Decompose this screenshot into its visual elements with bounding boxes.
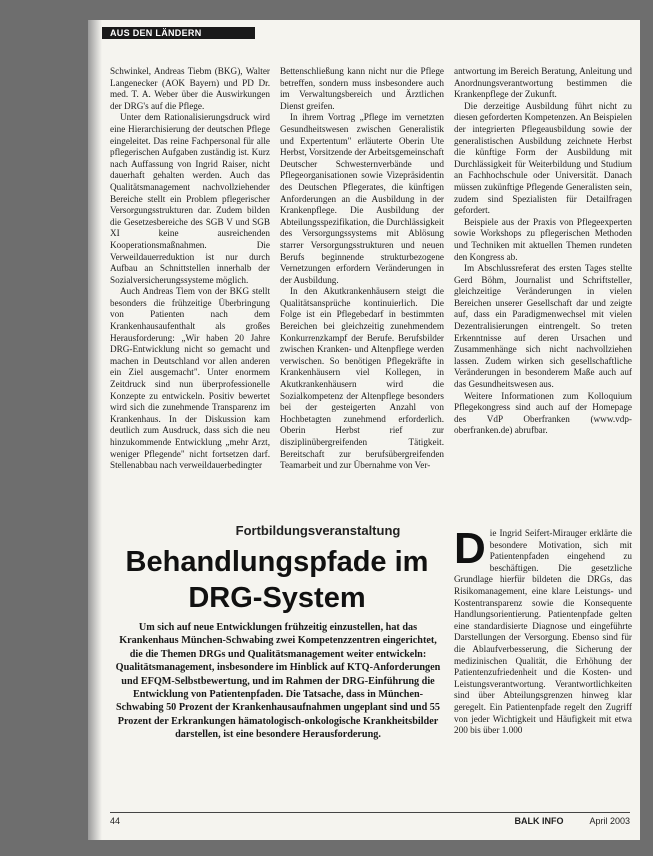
magazine-name: BALK INFO [514, 816, 564, 826]
paragraph: Schwinkel, Andreas Tiebm (BKG), Walter Langenecker (AOK Bayern) und PD Dr. med. T. A. Weber über die Auswirkungen der DRG's auf die Pflege. [110, 66, 270, 111]
paragraph: Bettenschließung kann nicht nur die Pflege betreffen, sondern muss insbesondere auch im Verwaltungsbereich und Ärztlichen Dienst greifen. [280, 66, 444, 111]
paragraph: antwortung im Bereich Beratung, Anleitung und Anordnungsverantwortung bestimmen die Krankenpflege der Zukunft. [454, 66, 632, 100]
paragraph: Beispiele aus der Praxis von Pflegeexperten sowie Workshops zu pflegerischen Methoden und Techniken mit aktuellen Themen rundeten den Kongress ab. [454, 216, 632, 262]
paragraph: Auch Andreas Tiem von der BKG stellt besonders die frühzeitige Überbringung von Patienten nach dem Krankenhausaufenthalt als großes Herausforderung: „Wir haben 20 Jahre DRG-Entwicklung nicht so gemacht und machen in Deutschland vor allen anderen ein Ziel ausgemacht". Unter enormem Zeitdruck sind nun überprofessionelle Konzepte zu entwickeln. Positiv bewertet wird sich die zunehmende Transparenz im Krankenhaus. In der Diskussion kam deutlich zum Ausdruck, dass sich die neu hinzukommende Entwicklung „mehr Arzt, weniger Pflegende" nicht fortsetzen darf. Stellenabbau nach verweildauerbedingter [110, 286, 270, 471]
article-body-text: ie Ingrid Seifert-Mirauger erklärte die besondere Motivation, sich mit Patientenpfaden eingehend zu beschäftigen. Die gesetzliche Grundlage hierfür bildeten die DRGs, das Risikomanagement, eine klare Leistungs- und Kostentransparenz sowie die Konsequente Handlungsorientierung. Patientenpfade gelten eine standardisierte Diagnose und eingeführte Darstellungen der Versorgung. Ebenso sind für die Ablaufverbesserung, die Sicherung der medizinischen Qualität, die Erhöhung der Patientenzufriedenheit und die Kosten- und Leistungsverantwortung. Verantwortlichkeiten sind über Abteilungsgrenzen hinweg klar geregelt. Ein Patientenpfade regelt den Zugriff von jeder Wichtigkeit und Häufigkeit mit etwa 200 bis über 1.000 [454, 528, 632, 736]
footer-divider [110, 812, 630, 813]
text-column-2 [280, 66, 444, 472]
headline-line: Behandlungspfade im [125, 546, 429, 578]
article-body [454, 528, 632, 810]
paragraph: Die derzeitige Ausbildung führt nicht zu diesen geforderten Kompetenzen. An Beispielen der integrierten Pflegeausbildung sowie der generalistischen Ausbildung zeichnete Herbst die künftige Form der Ausbildung mit Durchlässigkeit für Weiterbildung und Studium an Fachhochschule oder Universität. Danach müssen zukünftige Pflegende Generalisten sein, zudem sind Spezialisten für Detailfragen gefordert. [454, 100, 632, 216]
page-number: 44 [110, 816, 121, 826]
article-kicker: Fortbildungsveranstaltung [235, 523, 401, 538]
text-column-3 [454, 66, 632, 494]
footer-publication [514, 816, 630, 826]
magazine-page [88, 20, 640, 840]
drop-cap: D [454, 528, 486, 573]
paragraph: Im Abschlussreferat des ersten Tages stellte Gerd Böhm, Journalist und Schriftsteller, gleichzeitige Veränderungen in vielen Bereichen unserer Gesellschaft dar und zeigte auf, dass ein Paradigmenwechsel mit vielen Dezentralisierungen eintrengelt. So treten Erkenntnisse auf deren Ursachen und Zusammenhänge sich nicht nachvollziehen lassen. Zudem wirken sich gesellschaftliche Veränderungen in besonderem Maße auch auf das Gesundheitswesen aus. [454, 263, 632, 390]
paragraph: Weitere Informationen zum Kolloquium Pflegekongress sind auch auf der Homepage des VdP Oberfranken (www.vdp-oberfranken.de) abrufbar. [454, 390, 632, 436]
issue-date: April 2003 [589, 816, 630, 826]
paragraph: Unter dem Rationalisierungsdruck wird eine Hierarchisierung der deutschen Pflege eingeleitet. Das reine Fachpersonal für alle pflegerischen Aufgaben zuständig ist. Kurz nach Auffassung von Ingrid Raiser, nicht dauerhaft gehalten werden. Auch das Qualitätsmanagement nachvollziehender Bereiche stellt ein Problem pflegerischer Versorgungsstrukturen dar. Zudem bilden die Gesetzesbereiche des SGB V und SGB XI keine ausreichenden Kooperationsmaßnahmen. Die Verweildauerreduktion ist nur durch Aufbau an Schnittstellen innerhalb der Sozialversicherungssysteme möglich. [110, 112, 270, 285]
article-lead: Um sich auf neue Entwicklungen frühzeitig einzustellen, hat das Krankenhaus München-Schwabing zwei Kompetenzzentren eingerichtet, die die Themen DRGs und Qualitätsmanagement weiter entwickeln: Qualitätsmanagement, insbesondere im Hinblick auf KTQ-Anforderungen und EFQM-Selbstbewertung, und im Rahmen der DRG-Einführung die Entwicklung von Patientenpfaden. Die Tatsache, dass in München-Schwabing 50 Prozent der Krankenhausaufnahmen ungeplant sind und 55 Prozent der Erkrankungen hämatologisch-onkologische Krankheitsbilder darstellen, ist eine besondere Herausforderung. [115, 622, 441, 741]
section-label: AUS DEN LÄNDERN [102, 27, 255, 39]
headline-line: DRG-System [188, 582, 366, 614]
paragraph: In den Akutkrankenhäusern steigt die Qualitätsansprüche kontinuierlich. Die Folge ist ein Pflegebedarf in bestimmten Bereichen bei gleichzeitig zunehmendem Konkurrenzkampf der Berufe. Berufsbilder zwischen Kranken- und Altenpflege werden verwischen. So benötigen Pflegekräfte in Krankenhäusern viel Kollegen, in Akutkrankenhäusern wird die Sozialkompetenz der Altenpflege besonders bei der gesteigerten Anzahl von Hochbetagten zunehmend erforderlich. Oberin Herbst rief zur disziplinübergreifenden Tätigkeit. Bereitschaft zur berufsübergreifenden Teamarbeit und zur Übernahme von Ver- [280, 286, 444, 471]
paragraph: In ihrem Vortrag „Pflege im vernetzten Gesundheitswesen zwischen Generalistik und Expertentum" erläuterte Oberin Ute Herbst, Vorsitzende der Arbeitsgemeinschaft Deutscher Schwesternverbände und Pflegeorganisationen sowie Vizepräsidentin des Deutschen Pflegerates, die künftigen Anforderungen an die Ausbildung in der Krankenpflege. Die Ausbildung der Abteilungsspezifikation, die Durchlässigkeit des Versorgungssystems mit Ablösung starrer Versorgungsstrukturen und neuen Berufs beginnende strukturbezogene Vernetzungen erfordern Veränderungen in der Ausbildung. [280, 112, 444, 285]
article-headline [110, 544, 444, 616]
text-column-1 [110, 66, 270, 472]
